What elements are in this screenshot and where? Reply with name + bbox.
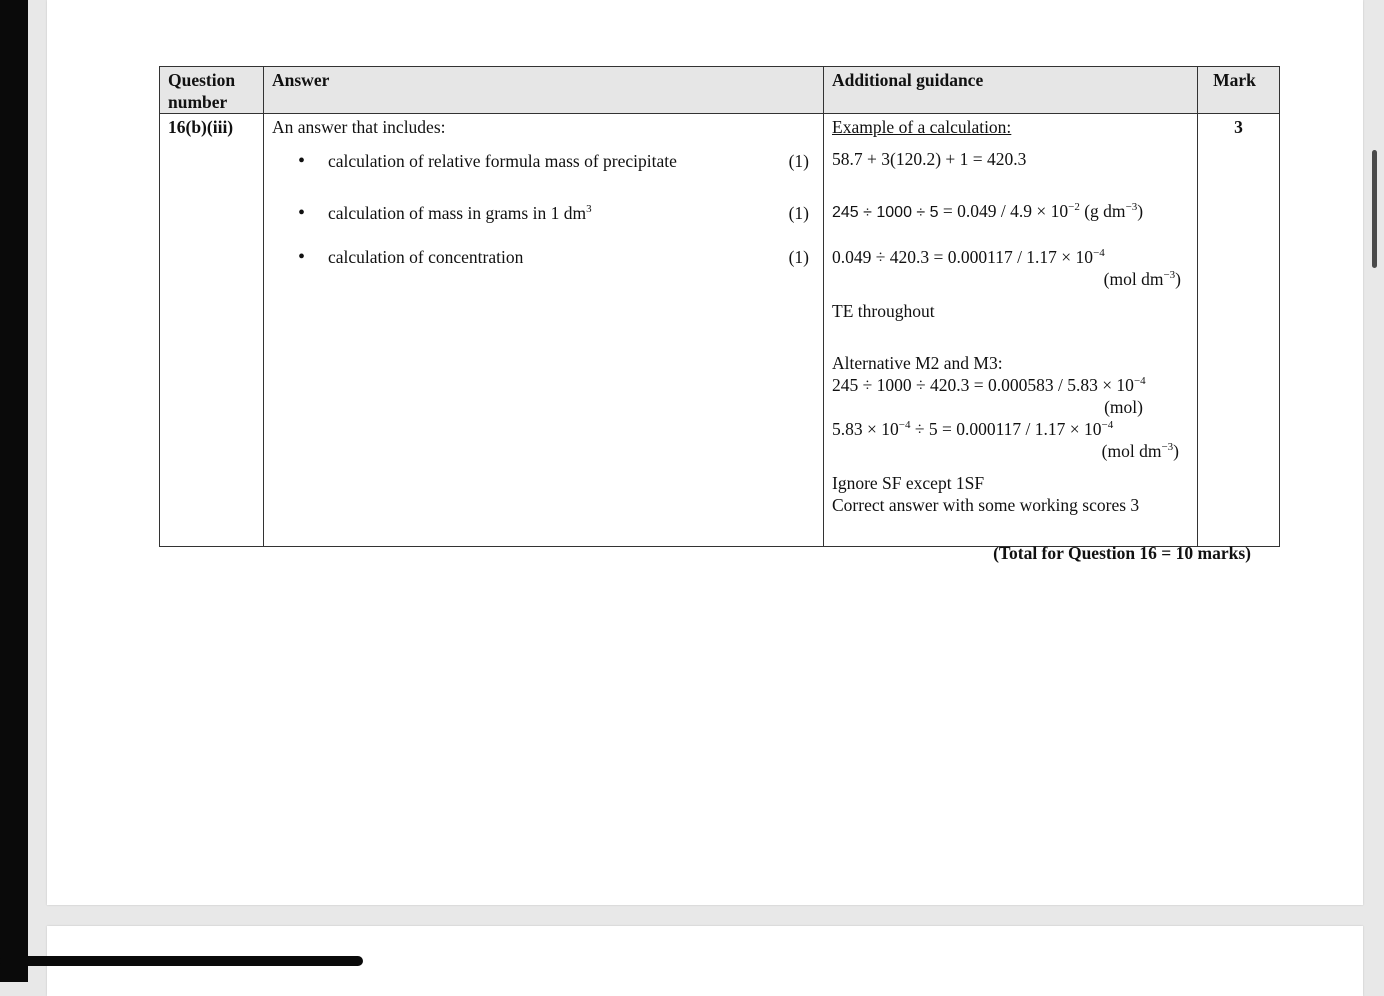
guidance-alt-line1: $245 \div 1000 \div 420.3 = 0.000583 / 5.83 \times 10^{-4}$ — [832, 375, 1146, 395]
mark-scheme-table — [159, 66, 1280, 547]
header-answer: Answer — [264, 67, 824, 114]
answer-item-mark: (1) — [788, 203, 809, 223]
bullet-icon: • — [298, 246, 306, 268]
guidance-alt-line2-unit: (mol $dm^{-3}$) — [1101, 441, 1179, 461]
list-item — [272, 202, 815, 224]
horizontal-scrollbar[interactable] — [0, 956, 363, 966]
table-row — [160, 114, 1280, 547]
guidance-te: TE throughout — [832, 301, 935, 321]
answer-item-text: calculation of relative formula mass of precipitate — [328, 151, 677, 171]
answer-cell — [264, 114, 824, 547]
guidance-ignore-sf: Ignore SF except 1SF — [832, 473, 985, 493]
document-page — [47, 0, 1363, 905]
list-item — [272, 150, 815, 172]
guidance-m3-unit: (mol $dm^{-3}$) — [1103, 269, 1181, 289]
table-header-row — [160, 67, 1280, 114]
answer-item-text: calculation of mass in grams in 1 $dm^3$ — [328, 203, 592, 223]
guidance-m3-line: $0.049 \div 420.3 = 0.000117 / 1.17 \times 10^{-4}$ — [832, 247, 1105, 267]
guidance-alt-heading: Alternative M2 and M3: — [832, 353, 1003, 373]
list-item — [272, 246, 815, 268]
guidance-m2-line: $245 \div 1000 \div 5 = 0.049 / 4.9 \times 10^{-2}$ (g $dm^{-3}$) — [832, 201, 1144, 221]
header-question-number: Question number — [160, 67, 264, 114]
bullet-icon: • — [298, 202, 306, 224]
answer-item-text: calculation of concentration — [328, 247, 524, 267]
question-total: (Total for Question 16 = 10 marks) — [993, 543, 1251, 563]
header-additional-guidance: Additional guidance — [824, 67, 1198, 114]
answer-intro: An answer that includes: — [272, 117, 446, 137]
header-mark: Mark — [1198, 67, 1280, 114]
answer-item-mark: (1) — [788, 247, 809, 267]
answer-item-mark: (1) — [788, 151, 809, 171]
answer-list — [272, 150, 815, 268]
viewer-gutter — [28, 0, 46, 982]
mark-cell: 3 — [1198, 114, 1280, 547]
guidance-alt-line1-unit: (mol) — [1104, 397, 1143, 417]
guidance-alt-line2: $5.83 \times 10^{-4} \div 5 = 0.000117 / 1.17 \times 10^{-4}$ — [832, 419, 1114, 439]
guidance-correct-answer: Correct answer with some working scores 3 — [832, 495, 1140, 515]
example-heading: Example of a calculation: — [832, 117, 1012, 137]
bullet-icon: • — [298, 150, 306, 172]
viewer-left-bar — [0, 0, 28, 982]
guidance-cell — [824, 114, 1198, 547]
vertical-scrollbar-thumb[interactable] — [1372, 150, 1377, 268]
question-number-cell: 16(b)(iii) — [160, 114, 264, 547]
guidance-m1-line: 58.7 + 3(120.2) + 1 = 420.3 — [832, 149, 1027, 169]
